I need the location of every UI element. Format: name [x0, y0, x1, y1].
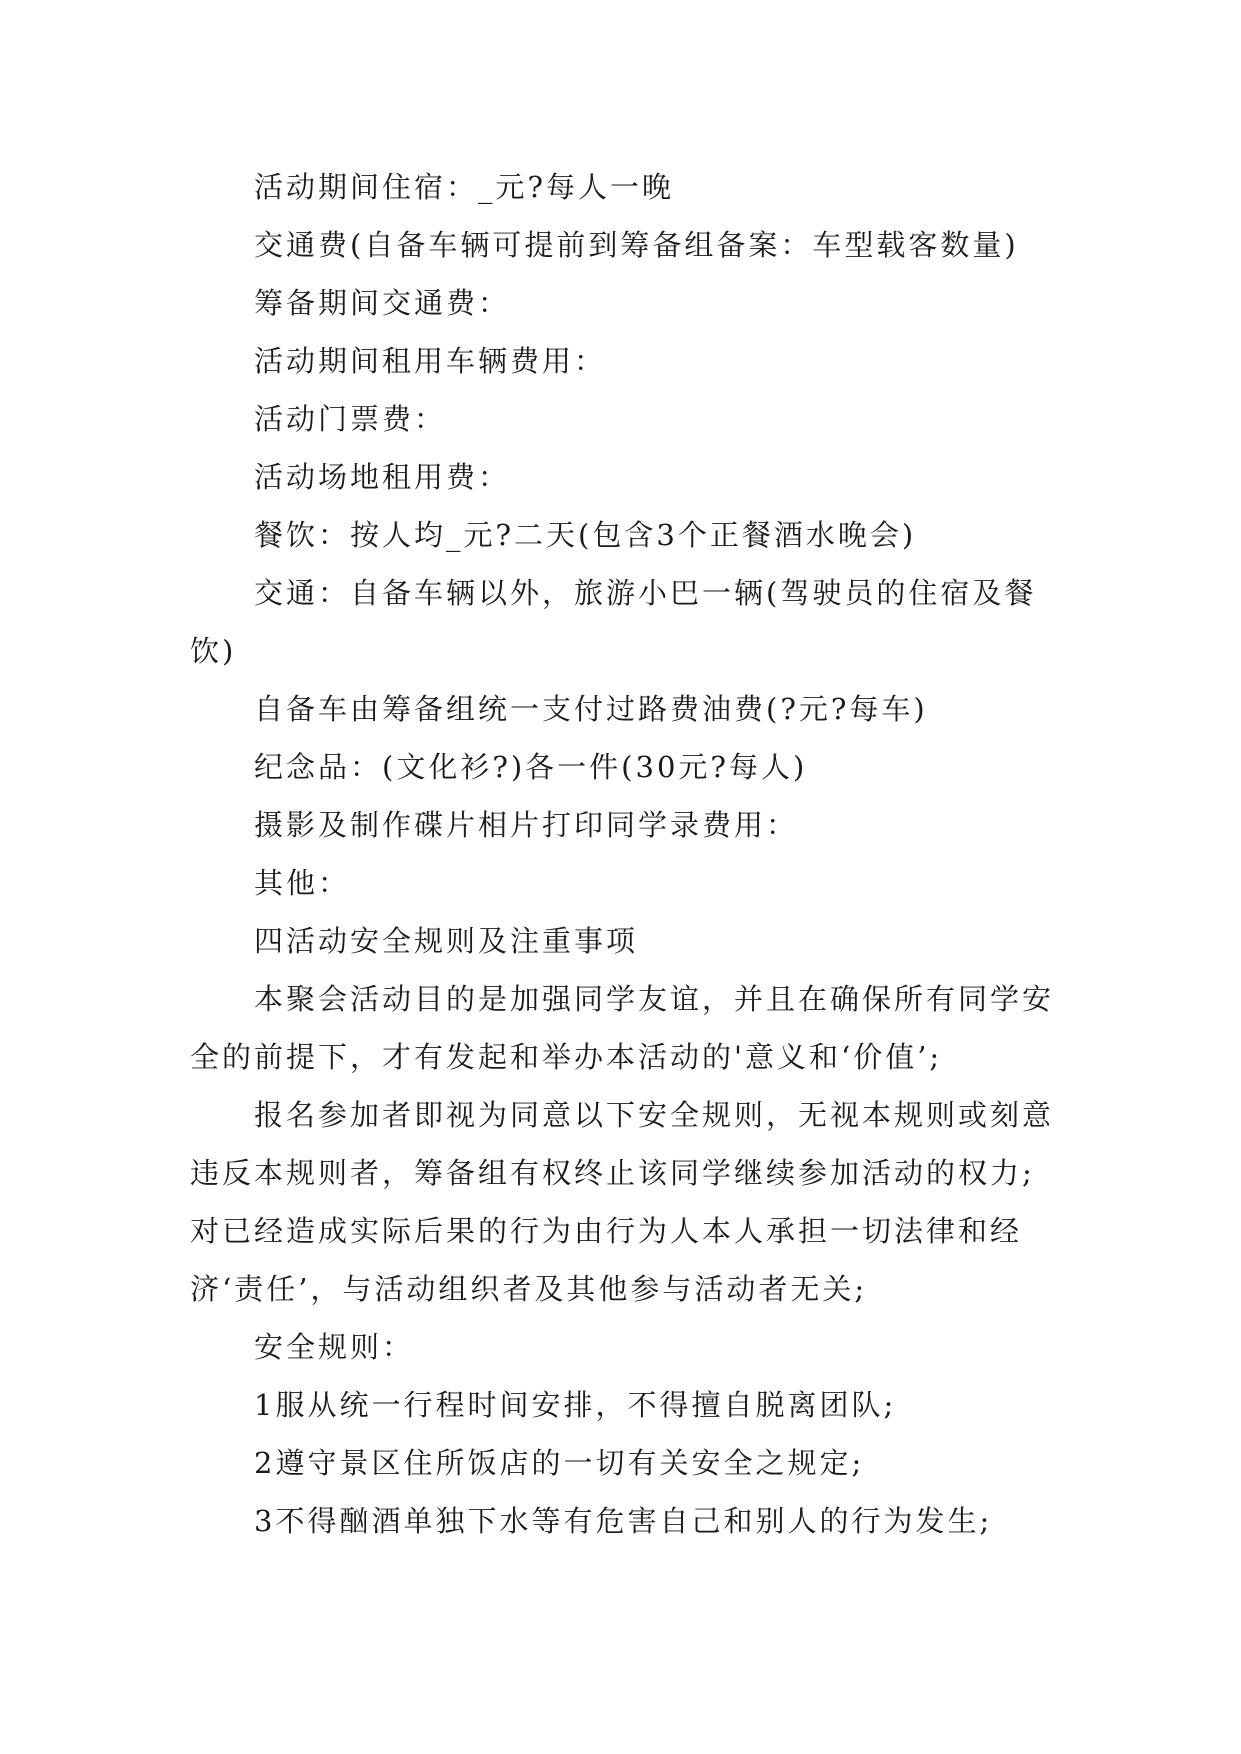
paragraph-tickets: 活动门票费： [254, 402, 447, 436]
list-item-rule-2: 2遵守景区住所饭店的一切有关安全之规定; [254, 1446, 865, 1480]
section-heading-safety: 四活动安全规则及注重事项 [254, 924, 639, 958]
paragraph-vehicle-rental: 活动期间租用车辆费用： [254, 344, 607, 378]
paragraph-souvenirs: 纪念品：(文化衫?)各一件(30元?每人) [254, 750, 808, 784]
paragraph-purpose: 本聚会活动目的是加强同学友谊，并且在确保所有同学安全的前提下，才有发起和举办本活动的'意义和‘价值’; [190, 982, 1055, 1074]
document-body [190, 158, 1060, 1550]
paragraph-photography: 摄影及制作碟片相片打印同学录费用： [254, 808, 799, 842]
paragraph-transport-fee: 交通费(自备车辆可提前到筹备组备案：车型载客数量) [254, 228, 1019, 262]
list-item-rule-3: 3不得酗酒单独下水等有危害自己和别人的行为发生; [254, 1504, 993, 1538]
list-item-rule-1: 1服从统一行程时间安排，不得擅自脱离团队; [254, 1388, 897, 1422]
paragraph-consent: 报名参加者即视为同意以下安全规则，无视本规则或刻意违反本规则者，筹备组有权终止该同学继续参加活动的权力;对已经造成实际后果的行为由行为人本人承担一切法律和经济‘责任’，与活动组织者及其他参与活动者无关; [190, 1098, 1055, 1306]
paragraph-venue-rental: 活动场地租用费： [254, 460, 511, 494]
paragraph-own-car-fees: 自备车由筹备组统一支付过路费油费(?元?每车) [254, 692, 928, 726]
paragraph-catering: 餐饮：按人均_元?二天(包含3个正餐酒水晚会) [254, 518, 917, 552]
paragraph-transport-bus: 交通：自备车辆以外，旅游小巴一辆(驾驶员的住宿及餐饮) [190, 576, 1037, 668]
paragraph-prep-transport: 筹备期间交通费： [254, 286, 511, 320]
paragraph-other: 其他： [254, 866, 351, 900]
paragraph-safety-rules-title: 安全规则： [254, 1330, 415, 1364]
paragraph-accommodation: 活动期间住宿：_元?每人一晚 [254, 170, 675, 204]
